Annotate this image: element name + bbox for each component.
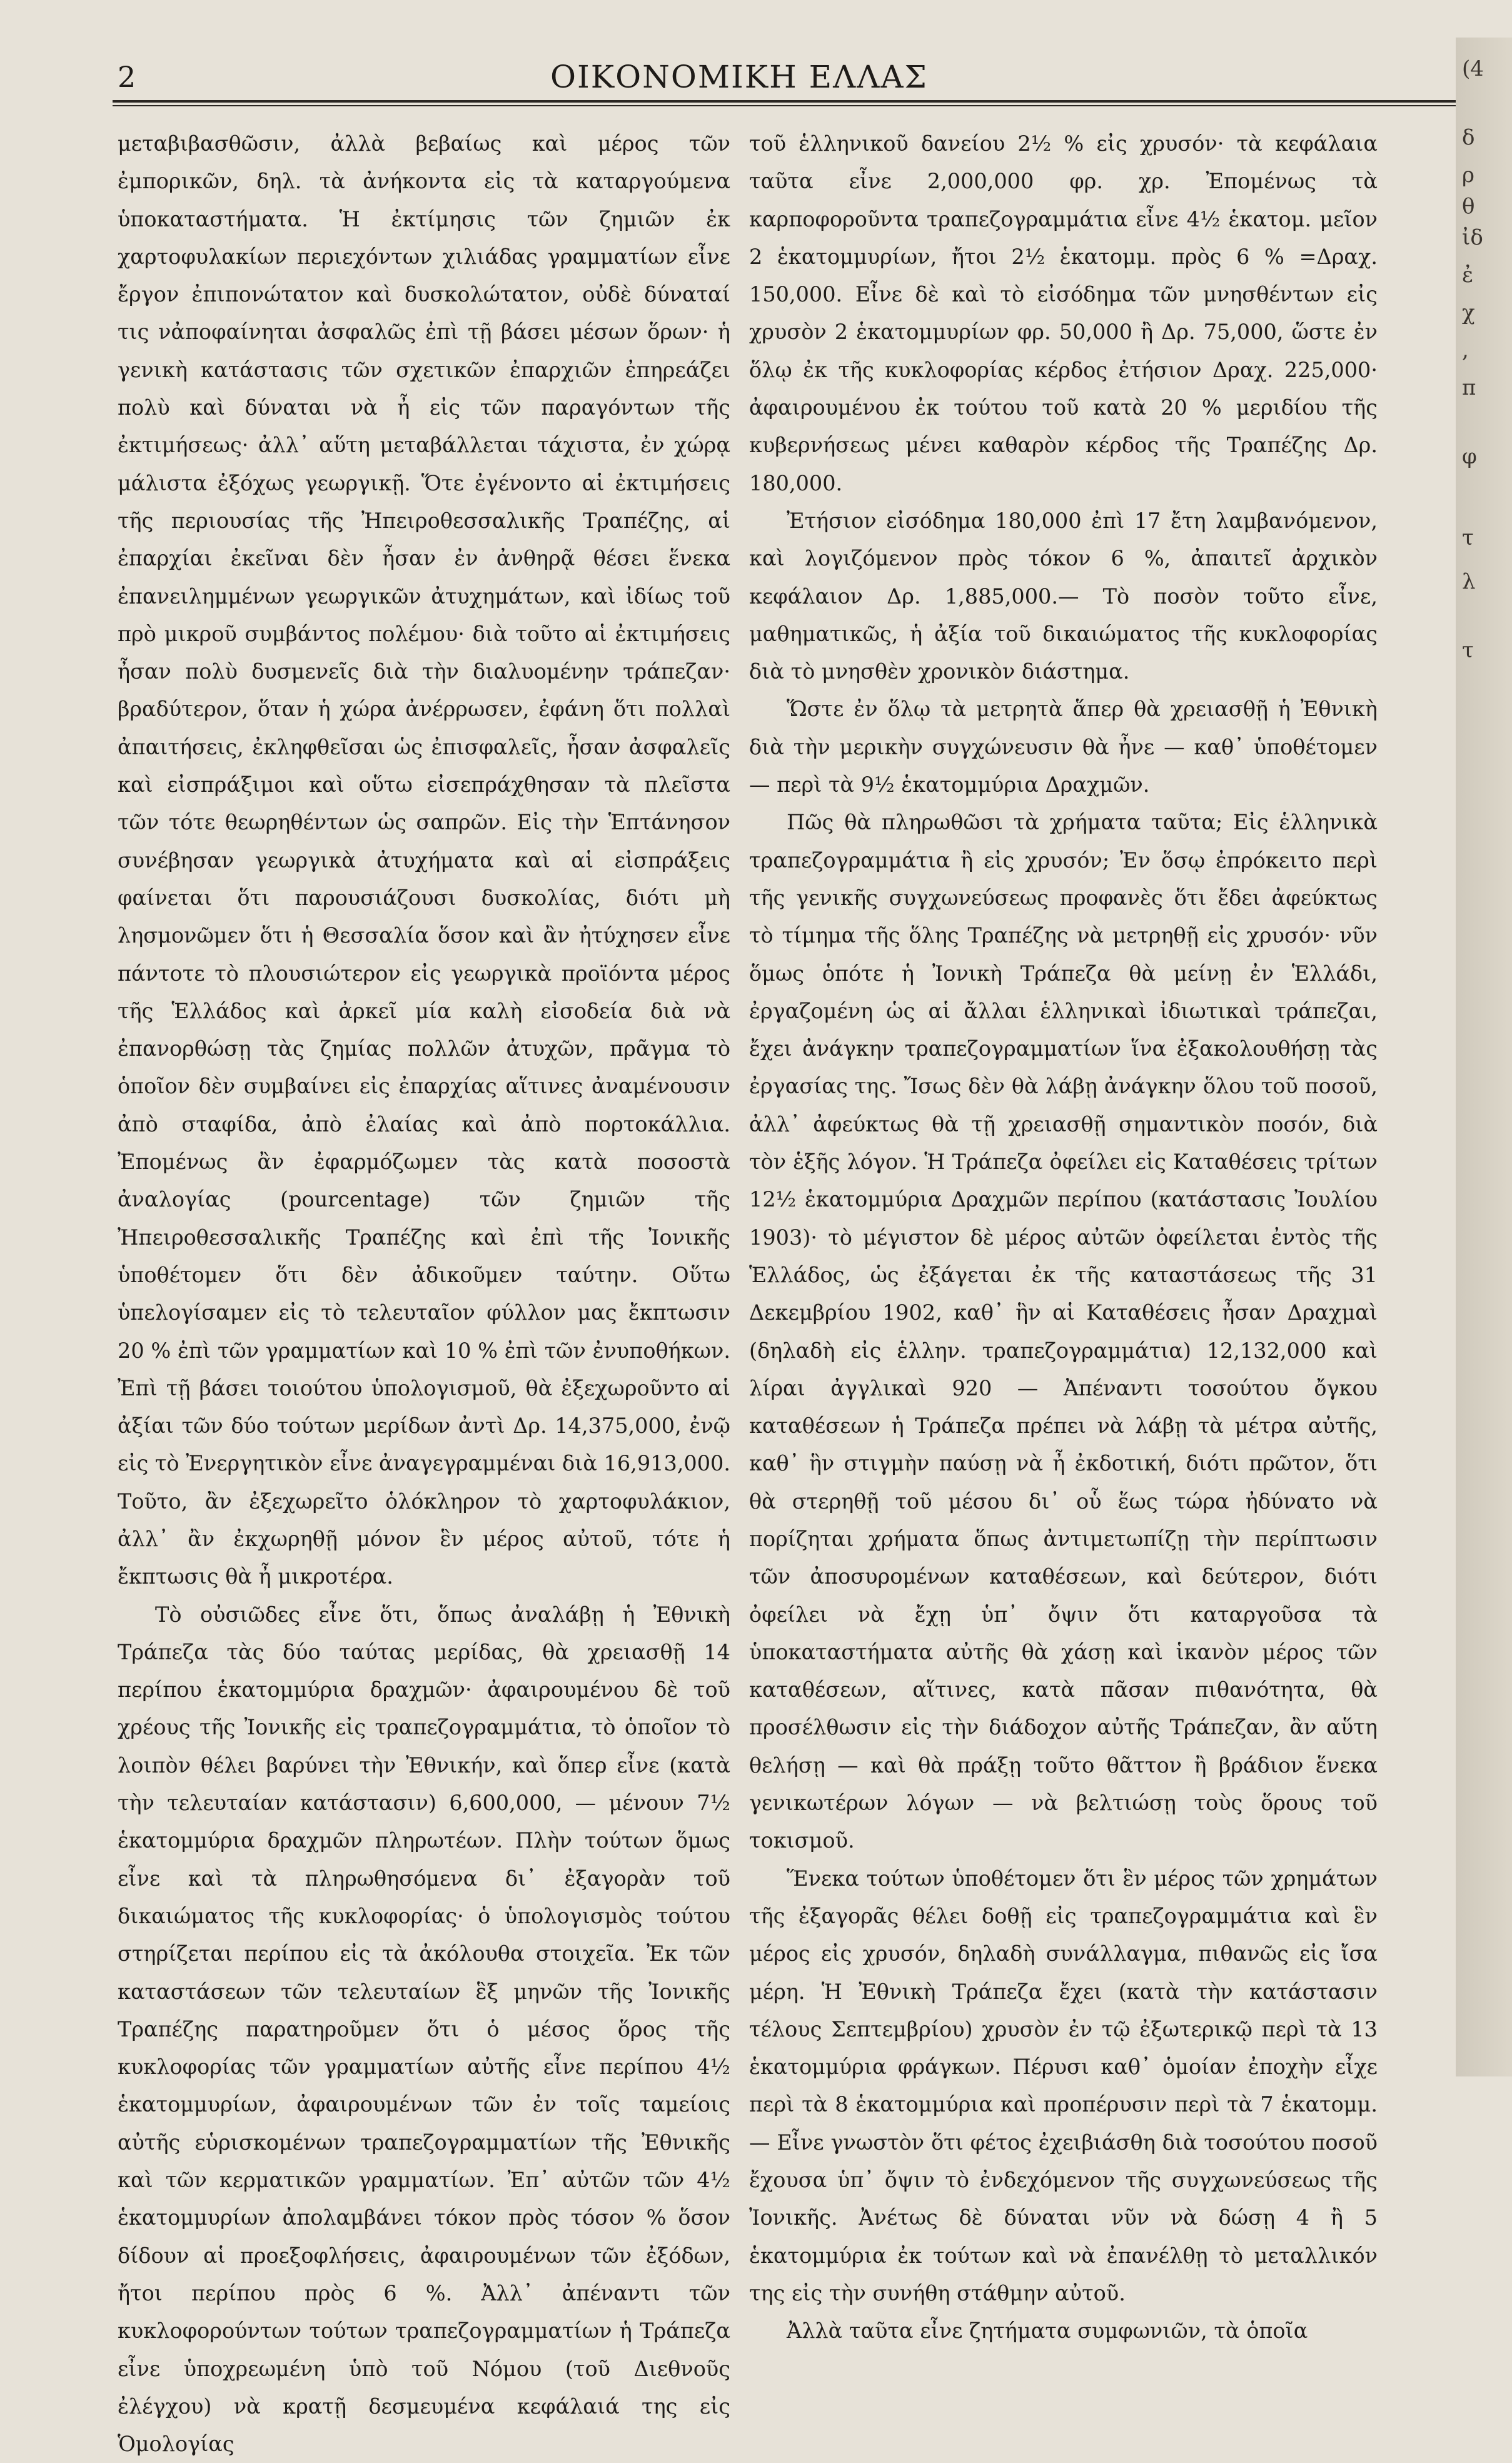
header-rule [113,100,1476,103]
adjacent-page-edge [1456,38,1512,2076]
edge-fragment: χ [1462,300,1475,325]
edge-fragment: ἐ [1462,263,1474,288]
left-paragraph-2: Τὸ οὐσιῶδες εἶνε ὅτι, ὅπως ἀναλάβῃ ἡ Ἐθνικὴ Τράπεζα τὰς δύο ταύτας μερίδας, θὰ χρειασθῇ 14 περίπου ἑκατομμύρια δραχμῶν· ἀφαιρουμένου δὲ τοῦ χρέους τῆς Ἰονικῆς εἰς τραπεζογραμμάτια, τὸ ὁποῖον τὸ λοιπὸν θέλει βαρύνει τὴν Ἐθνικήν, καὶ ὅπερ εἶνε (κατὰ τὴν τελευταίαν κατάστασιν) 6,600,000, — μένουν 7½ ἑκατομμύρια δραχμῶν πληρωτέων. Πλὴν τούτων ὅμως εἶνε καὶ τὰ πληρωθησόμενα δι᾽ ἐξαγορὰν τοῦ δικαιώματος τῆς κυκλοφορίας· ὁ ὑπολογισμὸς τούτου στηρίζεται περίπου εἰς τὰ ἀκόλουθα στοιχεῖα. Ἐκ τῶν καταστάσεων τῶν τελευταίων ἓξ μηνῶν τῆς Ἰονικῆς Τραπέζης παρατηροῦμεν ὅτι ὁ μέσος ὅρος τῆς κυκλοφορίας τῶν γραμματίων αὐτῆς εἶνε περίπου 4½ ἑκατομμυρίων, ἀφαιρουμένων τῶν ἐν τοῖς ταμείοις αὐτῆς εὑρισκομένων τραπεζογραμματίων τῆς Ἐθνικῆς καὶ τῶν κερματικῶν γραμματίων. Ἐπ᾽ αὐτῶν τῶν 4½ ἑκατομμυρίων ἀπολαμβάνει τόκον πρὸς τόσον % ὅσον δίδουν αἱ προεξοφλήσεις, ἀφαιρουμένων τῶν ἐξόδων, ἤτοι περίπου πρὸς 6 %. Ἀλλ᾽ ἀπέναντι τῶν κυκλοφορούντων τούτων τραπεζογραμματίων ἡ Τράπεζα εἶνε ὑποχρεωμένη ὑπὸ τοῦ Νόμου (τοῦ Διεθνοῦς ἐλέγχου) νὰ κρατῇ δεσμευμένα κεφάλαιά της εἰς Ὁμολογίας [118,1602,730,2457]
edge-fragment: δ [1462,125,1475,150]
page-header [0,0,1512,106]
edge-fragment: τ [1462,638,1474,663]
left-paragraph-1: μεταβιβασθῶσιν, ἀλλὰ βεβαίως καὶ μέρος τῶν ἐμπορικῶν, δηλ. τὰ ἀνήκοντα εἰς τὰ καταργούμενα ὑποκαταστήματα. Ἡ ἐκτίμησις τῶν ζημιῶν ἐκ χαρτοφυλακίων περιεχόντων χιλιάδας γραμματίων εἶνε ἔργον ἐπιπονώτατον καὶ δυσκολώτατον, οὐδὲ δύναταί τις νἀποφαίνηται ἀσφαλῶς ἐπὶ τῇ βάσει μέσων ὅρων· ἡ γενικὴ κατάστασις τῶν σχετικῶν ἐπαρχιῶν ἐπηρεάζει πολὺ καὶ δύναται νὰ ἦ εἰς τῶν παραγόντων τῆς ἐκτιμήσεως· ἀλλ᾽ αὕτη μεταβάλλεται τάχιστα, ἐν χώρᾳ μάλιστα ἐξόχως γεωργικῇ. Ὅτε ἐγένοντο αἱ ἐκτιμήσεις τῆς περιουσίας τῆς Ἠπειροθεσσαλικῆς Τραπέζης, αἱ ἐπαρχίαι ἐκεῖναι δὲν ἦσαν ἐν ἀνθηρᾷ θέσει ἕνεκα ἐπανειλημμένων γεωργικῶν ἀτυχημάτων, καὶ ἰδίως τοῦ πρὸ μικροῦ συμβάντος πολέμου· διὰ τοῦτο αἱ ἐκτιμήσεις ἦσαν πολὺ δυσμενεῖς διὰ τὴν διαλυομένην τράπεζαν· βραδύτερον, ὅταν ἡ χώρα ἀνέρρωσεν, ἐφάνη ὅτι πολλαὶ ἀπαιτήσεις, ἐκληφθεῖσαι ὡς ἐπισφαλεῖς, ἦσαν ἀσφαλεῖς καὶ εἰσπράξιμοι καὶ οὕτω εἰσεπράχθησαν τὰ πλεῖστα τῶν τότε θεωρηθέντων ὡς σαπρῶν. Εἰς τὴν Ἑπτάνησον συνέβησαν γεωργικὰ ἀτυχήματα καὶ αἱ εἰσπράξεις φαίνεται ὅτι παρουσιάζουσι δυσκολίας, διότι μὴ λησμονῶμεν ὅτι ἡ Θεσσαλία ὅσον καὶ ἂν ἠτύχησεν εἶνε πάντοτε τὸ πλουσιώτερον εἰς γεωργικὰ προϊόντα μέρος τῆς Ἑλλάδος καὶ ἀρκεῖ μία καλὴ εἰσοδεία διὰ νὰ ἐπανορθώσῃ τὰς ζημίας πολλῶν ἀτυχῶν, πρᾶγμα τὸ ὁποῖον δὲν συμβαίνει εἰς ἐπαρχίας αἵτινες ἀναμένουσιν ἀπὸ σταφίδα, ἀπὸ ἐλαίας καὶ ἀπὸ πορτοκάλλια. Ἐπομένως ἂν ἐφαρμόζωμεν τὰς κατὰ ποσοστὰ ἀναλογίας (pourcentage) τῶν ζημιῶν τῆς Ἠπειροθεσσαλικῆς Τραπέζης καὶ ἐπὶ τῆς Ἰονικῆς ὑποθέτομεν ὅτι δὲν ἀδικοῦμεν ταύτην. Οὕτω ὑπελογίσαμεν εἰς τὸ τελευταῖον φύλλον μας ἔκπτωσιν 20 % ἐπὶ τῶν γραμματίων καὶ 10 % ἐπὶ τῶν ἐνυποθήκων. Ἐπὶ τῇ βάσει τοιούτου ὑπολογισμοῦ, θὰ ἐξεχωροῦντο αἱ ἀξίαι τῶν δύο τούτων μερίδων ἀντὶ Δρ. 14,375,000, ἐνῷ εἰς τὸ Ἐνεργητικὸν εἶνε ἀναγεγραμμέναι διὰ 16,913,000. Τοῦτο, ἂν ἐξεχωρεῖτο ὁλόκληρον τὸ χαρτοφυλάκιον, ἀλλ᾽ ἂν ἐκχωρηθῇ μόνον ἓν μέρος αὐτοῦ, τότε ἡ ἔκπτωσις θὰ ἦ μικροτέρα. [118,131,731,1589]
right-paragraph-2: Ἐτήσιον εἰσόδημα 180,000 ἐπὶ 17 ἔτη λαμβανόμενον, καὶ λογιζόμενον πρὸς τόκον 6 %, ἀπαιτεῖ ἀρχικὸν κεφάλαιον Δρ. 1,885,000.— Τὸ ποσὸν τοῦτο εἶνε, μαθηματικῶς, ἡ ἀξία τοῦ δικαιώματος τῆς κυκλοφορίας διὰ τὸ μνησθὲν χρονικὸν διάστημα. [749,508,1378,684]
page-number: 2 [118,60,136,94]
right-column [749,125,1378,2344]
right-paragraph-3: Ὥστε ἐν ὅλῳ τὰ μετρητὰ ἅπερ θὰ χρειασθῇ ἡ Ἐθνικὴ διὰ τὴν μερικὴν συγχώνευσιν θὰ ἦνε — καθ᾽ ὑποθέτομεν — περὶ τὰ 9½ ἑκατομμύρια Δραχμῶν. [749,697,1378,797]
edge-fragment: ἰδ [1462,225,1483,250]
edge-fragment: (4 [1462,56,1484,81]
right-paragraph-1: τοῦ ἑλληνικοῦ δανείου 2½ % εἰς χρυσόν· τὰ κεφάλαια ταῦτα εἶνε 2,000,000 φρ. χρ. Ἐπομένως τὰ καρποφοροῦντα τραπεζογραμμάτια εἶνε 4½ ἑκατομ. μεῖον 2 ἑκατομμυρίων, ἤτοι 2½ ἑκατομμ. πρὸς 6 % =Δραχ. 150,000. Εἶνε δὲ καὶ τὸ εἰσόδημα τῶν μνησθέντων εἰς χρυσὸν 2 ἑκατομμυρίων φρ. 50,000 ἢ Δρ. 75,000, ὥστε ἐν ὅλῳ ἐκ τῆς κυκλοφορίας κέρδος ἐτήσιον Δραχ. 225,000· ἀφαιρουμένου ἐκ τούτου τοῦ κατὰ 20 % μεριδίου τῆς κυβερνήσεως μένει καθαρὸν κέρδος τῆς Τραπέζης Δρ. 180,000. [749,131,1378,495]
edge-fragment: π [1462,375,1476,400]
edge-fragment: τ [1462,525,1474,550]
journal-title: ΟΙΚΟΝΟΜΙΚΗ ΕΛΛΑΣ [550,59,928,95]
right-paragraph-5: Ἕνεκα τούτων ὑποθέτομεν ὅτι ἓν μέρος τῶν χρημάτων τῆς ἐξαγορᾶς θέλει δοθῇ εἰς τραπεζογραμμάτια καὶ ἓν μέρος εἰς χρυσόν, δηλαδὴ συνάλλαγμα, πιθανῶς εἰς ἴσα μέρη. Ἡ Ἐθνικὴ Τράπεζα ἔχει (κατὰ τὴν κατάστασιν τέλους Σεπτεμβρίου) χρυσὸν ἐν τῷ ἐξωτερικῷ περὶ τὰ 13 ἑκατομμύρια φράγκων. Πέρυσι καθ᾽ ὁμοίαν ἐποχὴν εἶχε περὶ τὰ 8 ἑκατομμύρια καὶ προπέρυσιν περὶ τὰ 7 ἑκατομμ. — Εἶνε γνωστὸν ὅτι φέτος ἐχειβιάσθη διὰ τοσούτου ποσοῦ ἔχουσα ὑπ᾽ ὄψιν τὸ ἐνδεχόμενον τῆς συγχωνεύσεως τῆς Ἰονικῆς. Ἀνέτως δὲ δύναται νῦν νὰ δώσῃ 4 ἢ 5 ἑκατομμύρια ἐκ τούτων καὶ νὰ ἐπανέλθῃ τὸ μεταλλικόν της εἰς τὴν συνήθη στάθμην αὐτοῦ. [749,1866,1378,2305]
edge-fragment: φ [1462,444,1477,469]
edge-fragment: , [1462,338,1469,363]
left-column [118,125,731,2457]
edge-fragment: ρ [1462,163,1474,188]
edge-fragment: θ [1462,194,1475,219]
header-rule-thin [113,105,1476,106]
right-paragraph-6: Ἀλλὰ ταῦτα εἶνε ζητήματα συμφωνιῶν, τὰ ὁποῖα [787,2319,1308,2344]
edge-fragment: λ [1462,569,1476,594]
right-paragraph-4: Πῶς θὰ πληρωθῶσι τὰ χρήματα ταῦτα; Εἰς ἑλληνικὰ τραπεζογραμμάτια ἢ εἰς χρυσόν; Ἐν ὅσῳ ἐπρόκειτο περὶ τῆς γενικῆς συγχωνεύσεως προφανὲς ὅτι ἔδει ἀφεύκτως τὸ τίμημα τῆς ὅλης Τραπέζης νὰ μετρηθῇ εἰς χρυσόν· νῦν ὅμως ὁπότε ἡ Ἰονικὴ Τράπεζα θὰ μείνῃ ἐν Ἑλλάδι, ἐργαζομένη ὡς αἱ ἄλλαι ἑλληνικαὶ ἰδιωτικαὶ τράπεζαι, ἔχει ἀνάγκην τραπεζογραμματίων ἵνα ἐξακολουθήσῃ τὰς ἐργασίας της. Ἴσως δὲν θὰ λάβῃ ἀνάγκην ὅλου τοῦ ποσοῦ, ἀλλ᾽ ἀφεύκτως θὰ τῇ χρειασθῇ σημαντικὸν ποσόν, διὰ τὸν ἑξῆς λόγον. Ἡ Τράπεζα ὀφείλει εἰς Καταθέσεις τρίτων 12½ ἑκατομμύρια Δραχμῶν περίπου (κατάστασις Ἰουλίου 1903)· τὸ μέγιστον δὲ μέρος αὐτῶν ὀφείλεται ἐντὸς τῆς Ἑλλάδος, ὡς ἐξάγεται ἐκ τῆς καταστάσεως τῆς 31 Δεκεμβρίου 1902, καθ᾽ ἣν αἱ Καταθέσεις ἦσαν Δραχμαὶ (δηλαδὴ εἰς ἑλλην. τραπεζογραμμάτια) 12,132,000 καὶ λίραι ἀγγλικαὶ 920 — Ἀπέναντι τοσούτου ὄγκου καταθέσεων ἡ Τράπεζα πρέπει νὰ λάβῃ τὰ μέτρα αὐτῆς, καθ᾽ ἣν στιγμὴν παύσῃ νὰ ἦ ἐκδοτική, διότι πρῶτον, ὅτι θὰ στερηθῇ τοῦ μέσου δι᾽ οὗ ἕως τώρα ἠδύνατο νὰ πορίζηται χρήματα ὅπως ἀντιμετωπίζῃ τὴν περίπτωσιν τῶν ἀποσυρομένων καταθέσεων, καὶ δεύτερον, διότι ὀφείλει νὰ ἔχῃ ὑπ᾽ ὄψιν ὅτι καταργοῦσα τὰ ὑποκαταστήματα αὐτῆς θὰ χάσῃ καὶ ἱκανὸν μέρος τῶν καταθέσεων, αἵτινες, κατὰ πᾶσαν πιθανότητα, θὰ προσέλθωσιν εἰς τὴν διάδοχον αὐτῆς Τράπεζαν, ἂν αὕτη θελήσῃ — καὶ θὰ πράξῃ τοῦτο θᾶττον ἢ βράδιον ἕνεκα γενικωτέρων λόγων — νὰ βελτιώσῃ τοὺς ὅρους τοῦ τοκισμοῦ. [749,810,1378,1853]
